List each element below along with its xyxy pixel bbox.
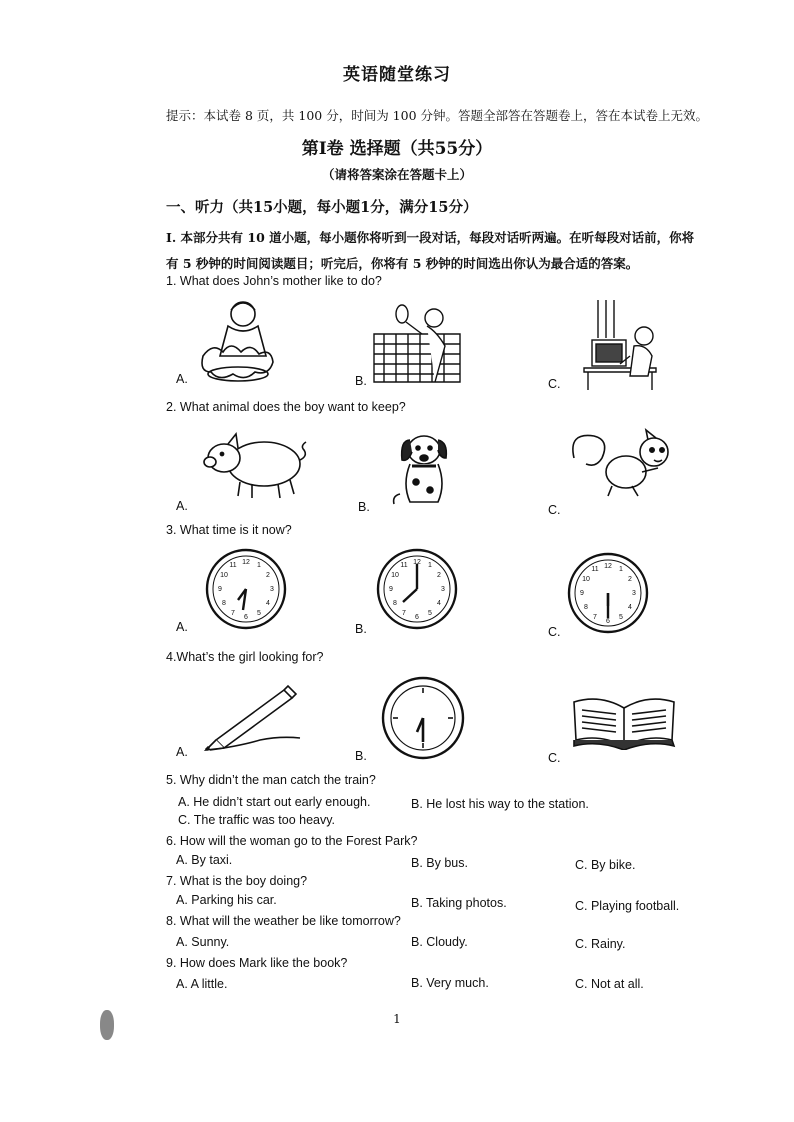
svg-text:11: 11 (591, 566, 599, 573)
q4-option-c-label: C. (548, 751, 561, 765)
svg-text:7: 7 (231, 610, 235, 617)
exam-tip: 提示：本试卷 8 页，共 100 分，时间为 100 分钟。答题全部答在答题卷上，答在本试卷上无效。 (166, 108, 709, 123)
svg-text:1: 1 (619, 566, 623, 573)
svg-text:2: 2 (266, 572, 270, 579)
clock-6-35-image (205, 548, 287, 630)
svg-text:10: 10 (220, 572, 228, 579)
q2-option-c-label: C. (548, 503, 561, 517)
woman-washing-clothes-image (198, 296, 283, 386)
q9-option-a: A. A little. (176, 977, 228, 991)
svg-text:3: 3 (632, 590, 636, 597)
instruction-line-1: Ⅰ. 本部分共有 10 道小题，每小题你将听到一段对话，每段对话听两遍。在听每段对话前，你将 (166, 230, 695, 245)
q8-option-c: C. Rainy. (575, 937, 626, 951)
svg-text:8: 8 (222, 600, 226, 607)
q5-option-a: A. He didn’t start out early enough. (178, 795, 371, 809)
q1-option-a-label: A. (176, 372, 188, 386)
svg-text:5: 5 (257, 610, 261, 617)
q5-option-c: C. The traffic was too heavy. (178, 813, 336, 827)
q6-option-c: C. By bike. (575, 858, 636, 872)
svg-text:12: 12 (604, 563, 612, 570)
svg-text:1: 1 (257, 562, 261, 569)
svg-text:4: 4 (628, 604, 632, 611)
q3-option-a-label: A. (176, 620, 188, 634)
svg-text:3: 3 (270, 586, 274, 593)
q3-option-b-label: B. (355, 622, 367, 636)
q3-option-c-label: C. (548, 625, 561, 639)
svg-text:7: 7 (402, 610, 406, 617)
svg-text:5: 5 (428, 610, 432, 617)
svg-text:8: 8 (584, 604, 588, 611)
question-4: 4.What’s the girl looking for? (166, 650, 324, 664)
woman-at-computer-image (578, 298, 664, 393)
clock-6-00-image (567, 552, 649, 634)
q6-option-b: B. By bus. (411, 856, 468, 870)
squirrel-image (568, 428, 674, 500)
svg-text:9: 9 (580, 590, 584, 597)
svg-text:10: 10 (582, 576, 590, 583)
part-note: （请将答案涂在答题卡上） (321, 167, 472, 182)
pencil-image (198, 684, 302, 754)
svg-text:6: 6 (606, 618, 610, 625)
woman-playing-tennis-image (372, 304, 462, 384)
q1-option-b-label: B. (355, 374, 367, 388)
q5-option-b: B. He lost his way to the station. (411, 797, 589, 811)
q2-option-a-label: A. (176, 499, 188, 513)
svg-text:2: 2 (437, 572, 441, 579)
q6-option-a: A. By taxi. (176, 853, 233, 867)
question-8: 8. What will the weather be like tomorrow? (166, 914, 401, 928)
svg-text:8: 8 (393, 600, 397, 607)
svg-text:4: 4 (266, 600, 270, 607)
question-2: 2. What animal does the boy want to keep? (166, 400, 406, 414)
q4-option-a-label: A. (176, 745, 188, 759)
svg-text:11: 11 (400, 562, 408, 569)
q8-option-b: B. Cloudy. (411, 935, 468, 949)
svg-text:9: 9 (389, 586, 393, 593)
q4-option-b-label: B. (355, 749, 367, 763)
clock-8-00-image (376, 548, 458, 630)
svg-text:10: 10 (391, 572, 399, 579)
question-3: 3. What time is it now? (166, 523, 292, 537)
svg-text:12: 12 (413, 559, 421, 566)
q9-option-b: B. Very much. (411, 976, 489, 990)
open-book-image (570, 694, 678, 750)
page-number: 1 (393, 1012, 401, 1026)
question-1: 1. What does John’s mother like to do? (166, 274, 382, 288)
question-5: 5. Why didn’t the man catch the train? (166, 773, 376, 787)
scan-smudge (100, 1010, 114, 1040)
clock-image (380, 676, 466, 760)
instruction-line-2: 有 5 秒钟的时间阅读题目；听完后，你将有 5 秒钟的时间选出你认为最合适的答案。 (166, 256, 639, 271)
part-title: 第Ⅰ卷 选择题（共55分） (301, 139, 493, 159)
svg-text:2: 2 (628, 576, 632, 583)
q7-option-a: A. Parking his car. (176, 893, 277, 907)
q2-option-b-label: B. (358, 500, 370, 514)
svg-text:7: 7 (593, 614, 597, 621)
q7-option-b: B. Taking photos. (411, 896, 507, 910)
svg-text:5: 5 (619, 614, 623, 621)
q9-option-c: C. Not at all. (575, 977, 644, 991)
question-6: 6. How will the woman go to the Forest Park? (166, 834, 418, 848)
svg-text:6: 6 (244, 614, 248, 621)
svg-text:6: 6 (415, 614, 419, 621)
section-title: 一、听力（共15小题，每小题1分，满分15分） (166, 199, 478, 216)
page-title: 英语随堂练习 (343, 65, 451, 85)
question-7: 7. What is the boy doing? (166, 874, 308, 888)
svg-text:9: 9 (218, 586, 222, 593)
svg-text:12: 12 (242, 559, 250, 566)
pig-image (198, 424, 314, 500)
q7-option-c: C. Playing football. (575, 899, 680, 913)
q8-option-a: A. Sunny. (176, 935, 230, 949)
question-9: 9. How does Mark like the book? (166, 956, 348, 970)
svg-text:3: 3 (441, 586, 445, 593)
q1-option-c-label: C. (548, 377, 561, 391)
svg-text:4: 4 (437, 600, 441, 607)
dog-image (380, 428, 460, 508)
svg-text:11: 11 (229, 562, 237, 569)
svg-text:1: 1 (428, 562, 432, 569)
